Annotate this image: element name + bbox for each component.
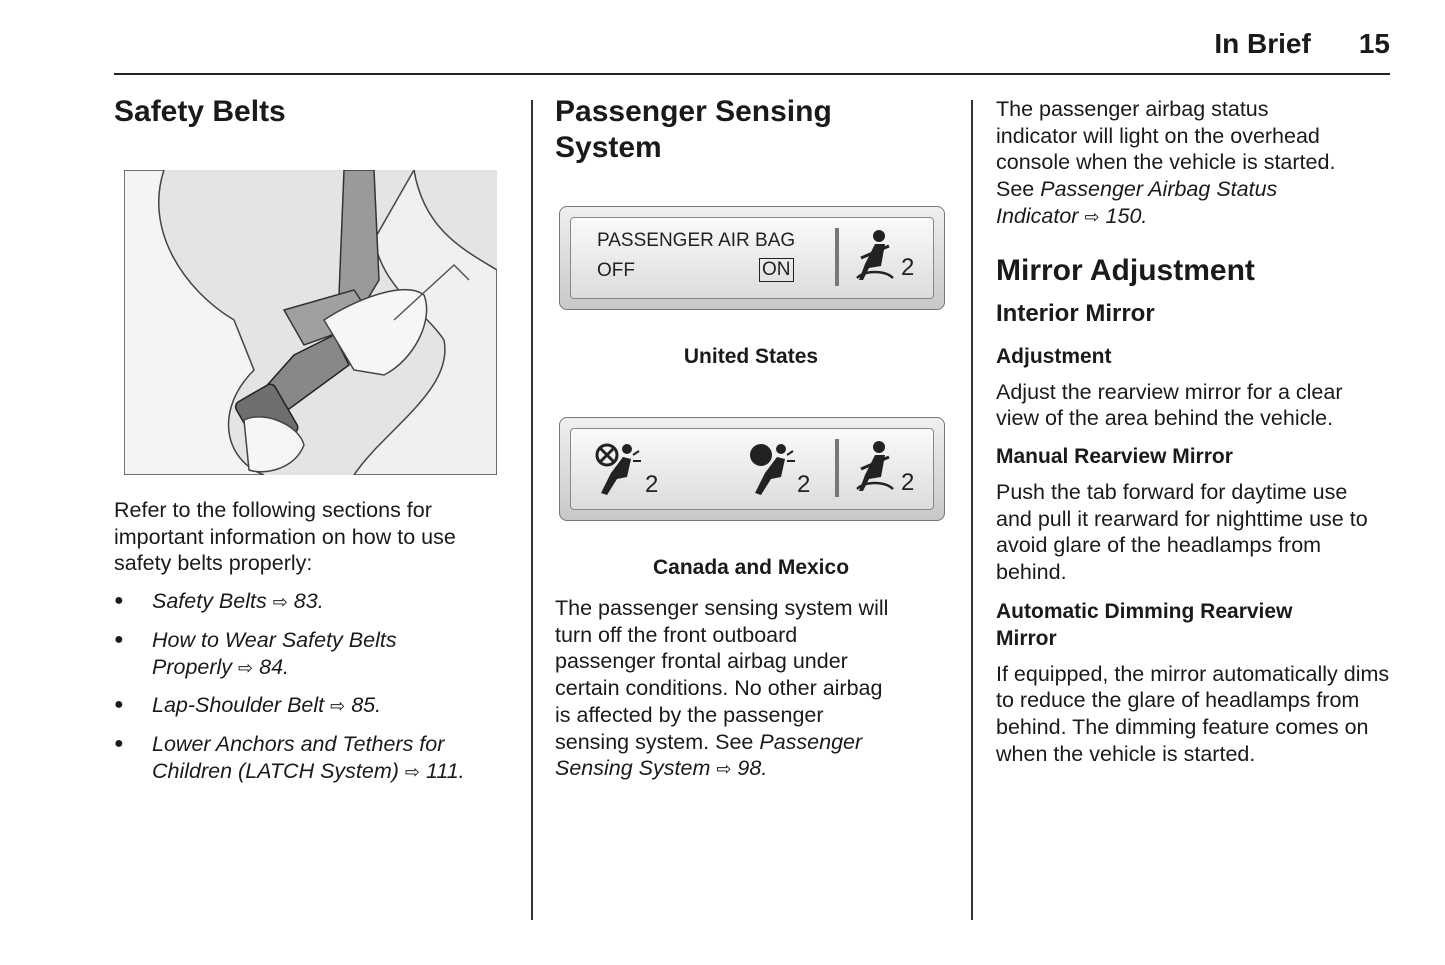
xref-passenger-sensing-cont[interactable]: Sensing System [555, 756, 711, 781]
auto-dimming-heading: Automatic Dimming Rearview Mirror [996, 599, 1293, 650]
column-mirror [996, 96, 1391, 768]
ca-airbag-status-panel [559, 417, 945, 521]
interior-mirror-heading: Interior Mirror [996, 299, 1155, 327]
adjustment-text: Adjust the rearview mirror for a clear view of the area behind the vehicle. [996, 379, 1343, 431]
ref-title[interactable]: How to Wear Safety Belts [152, 627, 397, 652]
xref-airbag-status[interactable]: Passenger Airbag Status [1040, 177, 1278, 202]
ref-title-cont[interactable]: Properly [152, 654, 233, 679]
ref-title[interactable]: Lower Anchors and Tethers for [152, 731, 445, 756]
manual-mirror-heading: Manual Rearview Mirror [996, 444, 1233, 468]
ref-page[interactable]: 85 [351, 693, 376, 718]
xref-arrow-icon: ⇨ [404, 761, 420, 782]
caption-canada-mexico: Canada and Mexico [652, 556, 850, 579]
panel-badge: 2 [901, 254, 915, 281]
xref-passenger-sensing[interactable]: Passenger [759, 729, 863, 754]
xref-arrow-icon: ⇨ [716, 759, 732, 780]
xref-page[interactable]: 98 [737, 756, 762, 781]
seatbelt-reminder-icon [855, 439, 895, 497]
us-panel-face [570, 217, 934, 299]
airbag-indicator-text: The passenger airbag status indicator will light on the overhead console when the vehicle is started. See Passenger Airbag Status Indicator ⇨ 150. [996, 97, 1336, 228]
column-divider-1 [531, 100, 533, 920]
airbag-on-badge: 2 [797, 471, 811, 498]
passenger-sensing-heading: Passenger Sensing System [555, 95, 832, 164]
ref-page[interactable]: 83 [293, 589, 318, 614]
panel-divider [835, 228, 839, 286]
seatbelt-reminder-icon [855, 228, 895, 286]
ref-title-cont[interactable]: Children (LATCH System) [152, 758, 399, 783]
column-safety-belts [114, 90, 509, 796]
airbag-on-icon [747, 441, 797, 499]
panel-label: PASSENGER AIR BAG [597, 230, 796, 251]
header-rule [114, 73, 1390, 75]
adjustment-heading: Adjustment [996, 344, 1112, 368]
mirror-adjustment-heading: Mirror Adjustment [996, 253, 1255, 287]
xref-airbag-status-cont[interactable]: Indicator [996, 203, 1079, 228]
ref-page[interactable]: 111 [425, 758, 459, 783]
us-airbag-status-panel [559, 206, 945, 310]
list-item[interactable]: ● Lower Anchors and Tethers for Children (LATCH System) ⇨ 111. [114, 731, 509, 785]
xref-page[interactable]: 150 [1105, 203, 1142, 228]
xref-arrow-icon: ⇨ [330, 696, 346, 717]
column-divider-2 [971, 100, 973, 920]
section-title: In Brief [1214, 28, 1311, 59]
xref-arrow-icon: ⇨ [238, 657, 254, 678]
running-header [1214, 28, 1390, 60]
xref-arrow-icon: ⇨ [1084, 206, 1100, 227]
safety-belt-reference-list [114, 588, 509, 785]
manual-mirror-text: Push the tab forward for daytime use and pull it rearward for nighttime use to avoid glare of the headlamps from behind. [996, 479, 1368, 585]
column-passenger-sensing [555, 90, 947, 950]
auto-dimming-text: If equipped, the mirror automatically dims to reduce the glare of headlamps from behind. The dimming feature comes on when the vehicle is started. [996, 661, 1390, 766]
ref-title[interactable]: Safety Belts [152, 589, 267, 614]
ref-page[interactable]: 84 [259, 654, 284, 679]
ca-panel-face [570, 428, 934, 510]
safety-belts-intro: Refer to the following sections for important information on how to use safety belts properly: [114, 498, 456, 576]
safety-belts-heading: Safety Belts [114, 95, 286, 128]
panel-off-label: OFF [597, 260, 635, 281]
panel-divider [835, 439, 839, 497]
airbag-off-icon [593, 441, 643, 499]
list-item[interactable]: ● Lap-Shoulder Belt ⇨ 85. [114, 692, 509, 720]
passenger-sensing-body: The passenger sensing system will turn off the front outboard passenger frontal airbag under certain conditions. No other airbag is affected by the passenger sensing system. See Passenger Sensing System ⇨ 98. [555, 596, 889, 781]
list-item[interactable]: ● How to Wear Safety Belts Properly ⇨ 84. [114, 627, 509, 681]
safety-belt-illustration [124, 170, 497, 475]
list-item[interactable]: ● Safety Belts ⇨ 83. [114, 588, 509, 616]
page-number: 15 [1358, 28, 1390, 59]
seatbelt-drawing [124, 170, 497, 475]
ref-title[interactable]: Lap-Shoulder Belt [152, 693, 325, 718]
ca-seatbelt-badge: 2 [901, 469, 915, 496]
airbag-off-badge: 2 [645, 471, 659, 498]
caption-united-states: United States [683, 345, 819, 368]
xref-arrow-icon: ⇨ [272, 592, 288, 613]
panel-on-label: ON [759, 258, 794, 282]
